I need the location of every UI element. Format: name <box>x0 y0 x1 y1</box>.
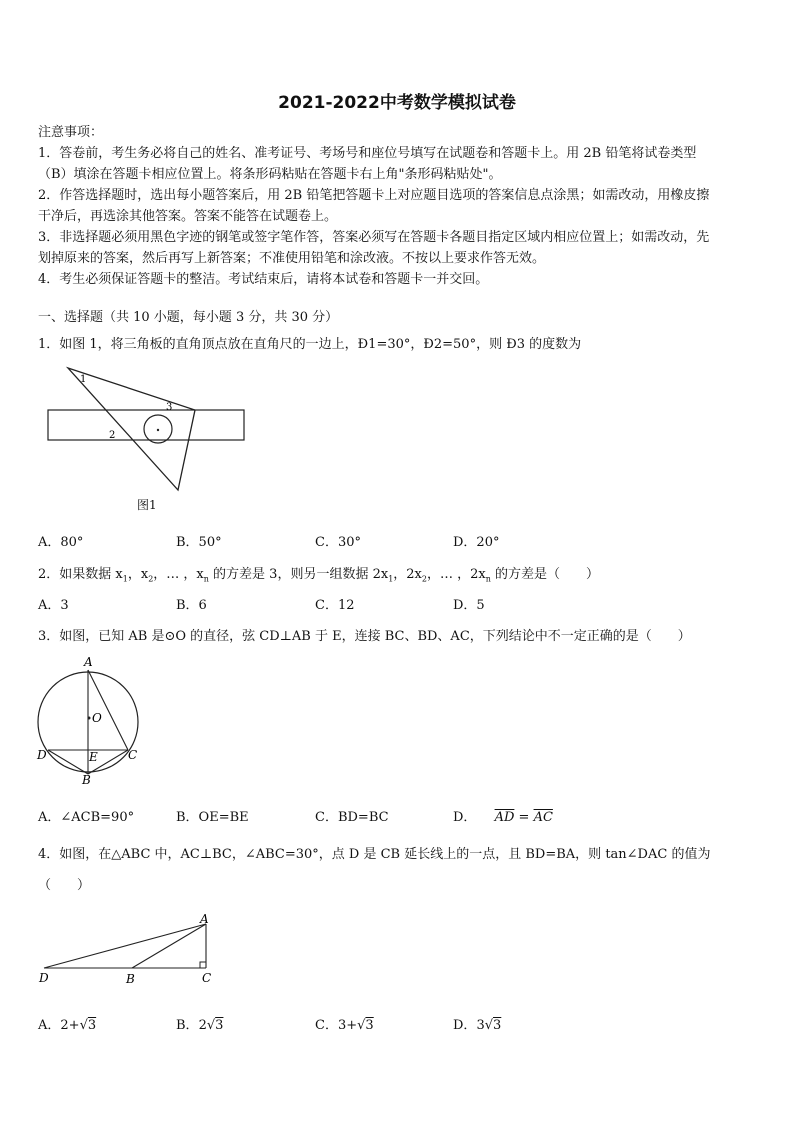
set-square <box>68 368 195 490</box>
q3-option-d[interactable] <box>453 806 553 825</box>
q2-option-d[interactable]: D．5 <box>453 598 485 613</box>
arc-ad: $\overline{AD}$ <box>494 810 515 825</box>
notice-line: 4．考生必须保证答题卡的整洁。考试结束后，请将本试卷和答题卡一并交回。 <box>38 272 489 287</box>
page-title: 2021-2022中考数学模拟试卷 <box>278 93 516 113</box>
notice-block <box>38 122 709 290</box>
q1-figure-caption: 图1 <box>137 498 157 512</box>
sqrt-symbol: √ <box>484 1018 494 1033</box>
notice-line: 划掉原来的答案，然后再写上新答案；不准使用铅笔和涂改液。不按以上要求作答无效。 <box>38 251 546 266</box>
q4-option-c[interactable]: C．3+√3 <box>315 1018 374 1033</box>
point-label-a: A <box>200 912 209 926</box>
point-label-o: O <box>92 711 102 725</box>
q2-option-a[interactable]: A．3 <box>38 598 69 613</box>
point-label-c: C <box>202 971 212 985</box>
chord-db <box>48 750 88 774</box>
q1-figure <box>40 362 250 502</box>
point-label-b: B <box>126 972 135 986</box>
notice-line: 1．答卷前，考生务必将自己的姓名、准考证号、考场号和座位号填写在试题卷和答题卡上。用 2B 铅笔将试卷类型 <box>38 146 697 161</box>
q4-stem-tail: （ ） <box>38 878 91 893</box>
q4-option-a[interactable]: A．2+√3 <box>38 1018 97 1033</box>
radicand: 3 <box>493 1018 502 1033</box>
angle-label-1: 1 <box>80 374 87 385</box>
q2-option-b[interactable]: B．6 <box>176 598 207 613</box>
q4-option-b[interactable]: B．2√3 <box>176 1018 224 1033</box>
option-expression: 3 <box>476 1018 485 1033</box>
sqrt-symbol: √ <box>357 1018 366 1033</box>
q3-option-a[interactable]: A．∠ACB=90° <box>38 810 135 825</box>
radicand: 3 <box>365 1018 374 1033</box>
radicand: 3 <box>87 1018 97 1033</box>
chord-ac <box>88 670 128 750</box>
radicand: 3 <box>215 1018 224 1033</box>
segment-ba <box>132 924 206 968</box>
q2-option-c[interactable]: C．12 <box>315 598 355 613</box>
q3-stem: 3．如图，已知 AB 是⊙O 的直径，弦 CD⊥AB 于 E，连接 BC、BD、AC，下列结论中不一定正确的是（ ） <box>38 629 691 644</box>
section-heading: 一、选择题（共 10 小题，每小题 3 分，共 30 分） <box>38 310 339 325</box>
point-label-d: D <box>37 748 47 762</box>
center-dot <box>88 717 91 720</box>
q3-option-b[interactable]: B．OE=BE <box>176 810 249 825</box>
option-expression: 3+ <box>337 1018 358 1033</box>
q1-stem: 1．如图 1，将三角板的直角顶点放在直角尺的一边上，Ð1=30°，Ð2=50°，则 Ð3 的度数为 <box>38 337 582 352</box>
notice-line: （B）填涂在答题卡相应位置上。将条形码粘贴在答题卡右上角"条形码粘贴处"。 <box>38 167 502 182</box>
notice-line: 3．非选择题必须用黑色字迹的钢笔或签字笔作答，答案必须写在答题卡各题目指定区域内相应位置上；如需改动，先 <box>38 230 710 245</box>
point-label-b: B <box>82 773 91 787</box>
sqrt-symbol: √ <box>79 1018 88 1033</box>
notice-line: 干净后，再选涂其他答案。答案不能答在试题卷上。 <box>38 209 338 224</box>
hole-center <box>157 429 159 431</box>
q3-figure <box>36 654 146 786</box>
notice-line: 2．作答选择题时，选出每小题答案后，用 2B 铅笔把答题卡上对应题目选项的答案信息点涂黑；如需改动，用橡皮擦 <box>38 188 710 203</box>
q2-stem: 2．如果数据 $x_1$，$x_2$，… ，$x_n$ 的方差是 3，则另一组数据 $2x_1$，$2x_2$，… ，$2x_n$ 的方差是（ ） <box>38 567 600 584</box>
equals-sign: = <box>514 810 534 825</box>
q3-option-c[interactable]: C．BD=BC <box>315 810 389 825</box>
option-expression: 2+ <box>60 1018 80 1033</box>
option-expression: 2 <box>198 1018 207 1033</box>
point-label-e: E <box>89 750 98 764</box>
angle-label-2: 2 <box>109 430 116 441</box>
angle-label-3: 3 <box>166 402 173 413</box>
q1-option-d[interactable]: D．20° <box>453 535 500 550</box>
point-label-d: D <box>39 971 49 985</box>
point-label-a: A <box>84 655 93 669</box>
notice-heading: 注意事项： <box>38 125 104 140</box>
q4-stem: 4．如图，在△ABC 中，AC⊥BC，∠ABC=30°，点 D 是 CB 延长线上的一点，且 BD=BA，则 tan∠DAC 的值为 <box>38 847 711 862</box>
q1-option-b[interactable]: B．50° <box>176 535 222 550</box>
right-angle-mark <box>200 962 206 968</box>
q4-figure <box>36 912 226 992</box>
point-label-c: C <box>128 748 138 762</box>
arc-ac: $\overline{AC}$ <box>533 810 553 825</box>
option-prefix: D． <box>453 810 477 825</box>
segment-da <box>44 924 206 968</box>
q4-option-d[interactable]: D．3√3 <box>453 1018 502 1033</box>
q1-option-c[interactable]: C．30° <box>315 535 361 550</box>
sqrt-symbol: √ <box>206 1018 216 1033</box>
q1-option-a[interactable]: A．80° <box>38 535 84 550</box>
